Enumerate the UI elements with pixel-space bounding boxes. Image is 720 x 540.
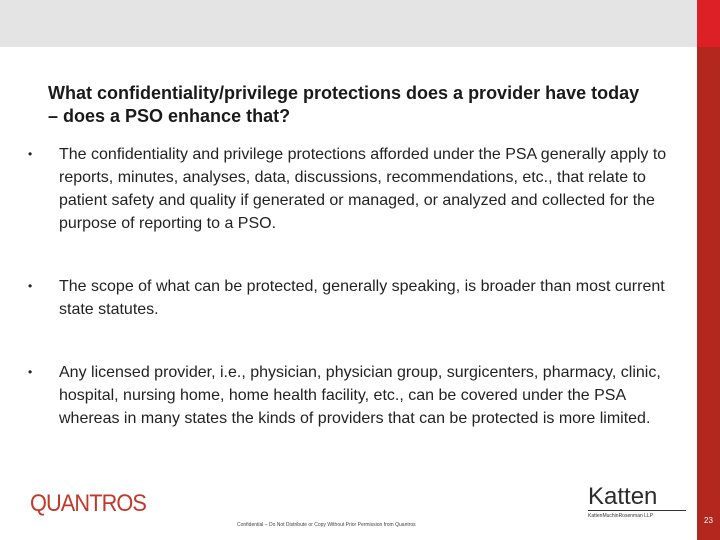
bullet-text: The scope of what can be protected, generally speaking, is broader than most current state statutes. [59, 278, 665, 318]
quantros-logo [30, 488, 150, 518]
right-accent-stripe [697, 0, 720, 540]
bullet-text: Any licensed provider, i.e., physician, physician group, surgicenters, pharmacy, clinic, hospital, nursing home, home health facility, etc., can be covered under the PSA whereas in many states the kinds of providers that can be protected is more limited. [59, 364, 661, 427]
slide-title: What confidentiality/privilege protections does a provider have today – does a PSO enhance that? [48, 83, 640, 126]
katten-logo-word: Katten [588, 483, 658, 510]
page-number: 23 [704, 516, 713, 525]
bullet-dot: • [28, 279, 33, 293]
katten-logo [588, 484, 698, 528]
bullet-item [28, 275, 668, 321]
katten-logo-subtitle: KattenMuchinRosenman LLP [588, 510, 686, 519]
bullet-dot: • [28, 147, 33, 161]
bullet-dot: • [28, 365, 33, 379]
confidential-note: Confidential – Do Not Distribute or Copy Without Prior Permission from Quantros [237, 522, 416, 528]
bullet-text: The confidentiality and privilege protections afforded under the PSA generally apply to reports, minutes, analyses, data, discussions, recommendations, etc., that relate to patient safety and quality if generated or managed, or analyzed and collected for the purpose of reporting to a PSO. [59, 146, 667, 232]
bullet-list [28, 143, 668, 430]
header-band [0, 0, 697, 47]
right-accent-top-segment [697, 0, 720, 47]
bullet-item [28, 361, 668, 430]
bullet-item [28, 143, 668, 235]
svg-text:QUANTROS: QUANTROS [30, 490, 146, 517]
